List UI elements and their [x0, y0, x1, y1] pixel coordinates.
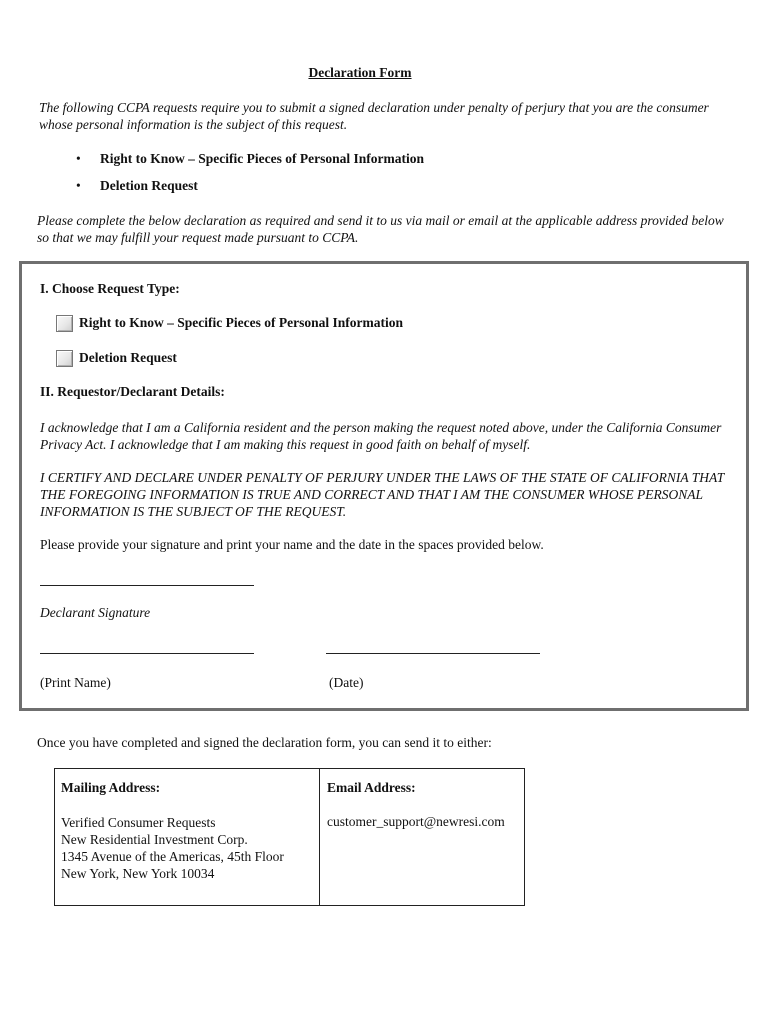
bullet-icon: •: [76, 151, 81, 166]
bullet-text: Right to Know – Specific Pieces of Personal Information: [100, 151, 424, 166]
section1-heading: I. Choose Request Type:: [40, 281, 180, 296]
date-line[interactable]: [326, 653, 540, 654]
bullet-text: Deletion Request: [100, 178, 198, 193]
address-table-divider: [319, 768, 320, 906]
mailing-address-heading: Mailing Address:: [61, 780, 161, 795]
signature-instruction: Please provide your signature and print your name and the date in the spaces provided below.: [40, 537, 544, 552]
deletion-request-label: Deletion Request: [79, 350, 177, 365]
signature-line[interactable]: [40, 585, 254, 586]
section2-heading: II. Requestor/Declarant Details:: [40, 384, 225, 399]
intro-paragraph: The following CCPA requests require you to submit a signed declaration under penalty of perjury that you are the consumer whose personal information is the subject of this request.: [39, 100, 709, 132]
mailing-line: New York, New York 10034: [61, 866, 215, 881]
mailing-line: New Residential Investment Corp.: [61, 832, 248, 847]
mailing-line: Verified Consumer Requests: [61, 815, 216, 830]
print-name-line[interactable]: [40, 653, 254, 654]
bullet-icon: •: [76, 178, 81, 193]
mailing-line: 1345 Avenue of the Americas, 45th Floor: [61, 849, 284, 864]
email-address-heading: Email Address:: [327, 780, 416, 795]
email-address[interactable]: customer_support@newresi.com: [327, 814, 505, 829]
send-instruction: Once you have completed and signed the declaration form, you can send it to either:: [37, 735, 492, 750]
form-title: Declaration Form: [308, 65, 412, 80]
date-label: (Date): [329, 675, 364, 690]
right-to-know-label: Right to Know – Specific Pieces of Personal Information: [79, 315, 403, 330]
mailing-address-block: [61, 814, 284, 882]
instructions-paragraph: Please complete the below declaration as required and send it to us via mail or email at the applicable address provided below so that we may fulfill your request made pursuant to CCPA.: [37, 213, 724, 245]
acknowledgement-paragraph: I acknowledge that I am a California resident and the person making the request noted above, under the California Consumer Privacy Act. I acknowledge that I am making this request in good faith on behalf of myself.: [40, 420, 722, 452]
signature-label: Declarant Signature: [40, 605, 151, 620]
right-to-know-checkbox[interactable]: [56, 315, 73, 332]
print-name-label: (Print Name): [40, 675, 111, 690]
certification-paragraph: I CERTIFY AND DECLARE UNDER PENALTY OF PERJURY UNDER THE LAWS OF THE STATE OF CALIFORNIA THAT THE FOREGOING INFORMATION IS TRUE AND CORRECT AND THAT I AM THE CONSUMER WHOSE PERSONAL INFORMATION IS THE SUBJECT OF THE REQUEST.: [40, 470, 724, 519]
deletion-request-checkbox[interactable]: [56, 350, 73, 367]
